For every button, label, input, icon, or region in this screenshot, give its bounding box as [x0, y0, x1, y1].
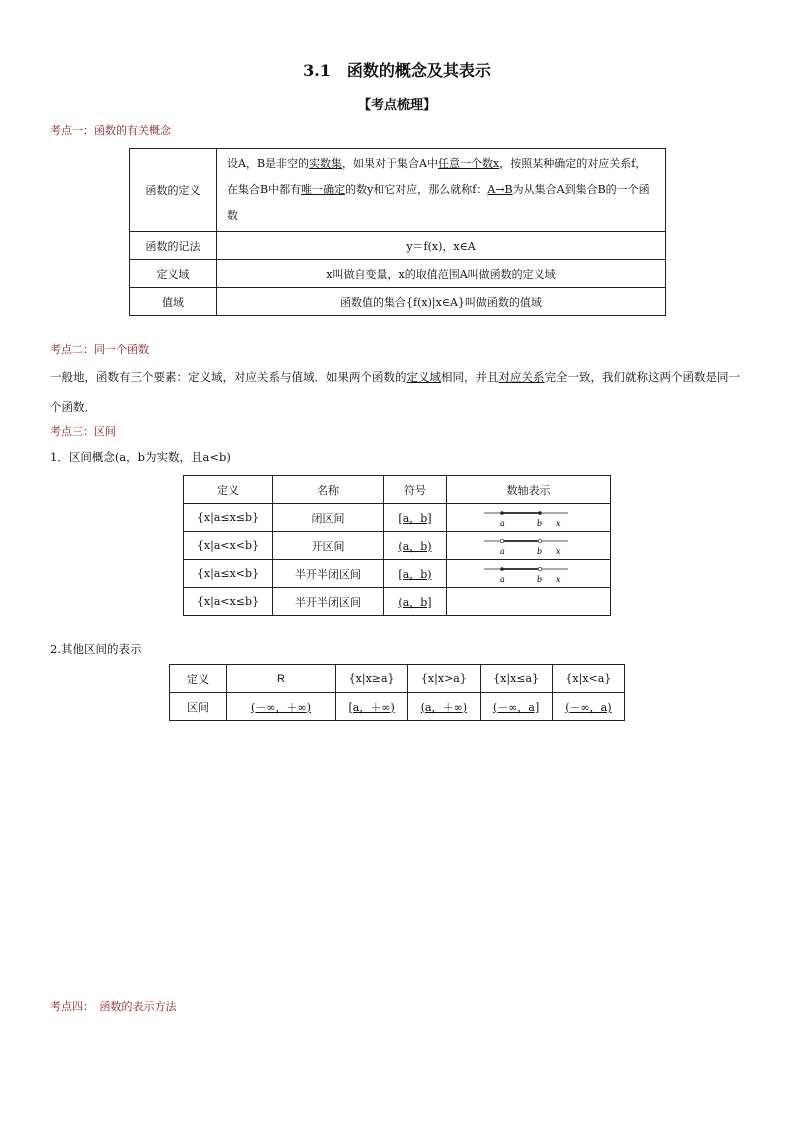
header-name: 名称	[273, 476, 384, 504]
domain-value: x叫做自变量，x的取值范围A叫做函数的定义域	[217, 260, 666, 288]
svg-text:b: b	[536, 574, 542, 584]
section1-label: 考点一：函数的有关概念	[50, 124, 171, 137]
header-number-line: 数轴表示	[447, 476, 611, 504]
svg-text:x: x	[555, 574, 561, 584]
label-domain: 定义域	[130, 260, 217, 288]
number-line-half-open	[447, 560, 611, 588]
interval-concept-heading: 1．区间概念(a，b为实数，且a<b)	[50, 450, 231, 464]
page-title: 3.1 函数的概念及其表示	[303, 61, 491, 80]
interval-name: 开区间	[273, 532, 384, 560]
table-row	[184, 532, 611, 560]
interval-symbol: (a，b]	[384, 588, 447, 616]
interval-symbol: (a，b)	[384, 532, 447, 560]
section4-label: 考点四： 函数的表示方法	[50, 1000, 177, 1013]
interval-definition: {x|a≤x≤b}	[184, 504, 273, 532]
number-line-open	[447, 532, 611, 560]
section-heading: 【考点梳理】	[357, 98, 436, 113]
number-line-closed	[447, 504, 611, 532]
label-range: 值域	[130, 288, 217, 316]
interval-cell: [a，＋∞)	[336, 693, 408, 721]
function-definition-text: 设A，B是非空的实数集，如果对于集合A中任意一个数x，按照某种确定的对应关系f，在集合B中都有唯一确定的数y和它对应，那么就称f：A→B为从集合A到集合B的一个函数	[217, 149, 666, 232]
function-notation-value: y＝f(x)，x∈A	[217, 232, 666, 260]
interval-name: 半开半闭区间	[273, 560, 384, 588]
svg-text:a: a	[499, 574, 505, 584]
number-line-empty	[447, 588, 611, 616]
def-cell: {x|x>a}	[408, 665, 480, 693]
interval-name: 半开半闭区间	[273, 588, 384, 616]
interval-concept-table	[183, 475, 611, 616]
section2-label: 考点二：同一个函数	[50, 343, 149, 356]
interval-cell: (－∞，a)	[552, 693, 624, 721]
def-cell: {x|x<a}	[552, 665, 624, 693]
svg-text:x: x	[555, 546, 561, 556]
interval-name: 闭区间	[273, 504, 384, 532]
row-label-interval: 区间	[170, 693, 227, 721]
svg-text:b: b	[536, 546, 542, 556]
table-row	[184, 560, 611, 588]
interval-definition: {x|a≤x<b}	[184, 560, 273, 588]
interval-symbol: [a，b]	[384, 504, 447, 532]
svg-text:a: a	[499, 518, 505, 528]
interval-definition: {x|a<x≤b}	[184, 588, 273, 616]
label-function-definition: 函数的定义	[130, 149, 217, 232]
interval-cell: (a，＋∞)	[408, 693, 480, 721]
other-intervals-table	[169, 664, 625, 721]
header-symbol: 符号	[384, 476, 447, 504]
same-function-paragraph: 一般地，函数有三个要素：定义域，对应关系与值域．如果两个函数的定义域相同，并且对应关系完全一致，我们就称这两个函数是同一个函数．	[50, 370, 740, 414]
svg-text:a: a	[499, 546, 505, 556]
table-row	[184, 588, 611, 616]
def-cell: {x|x≥a}	[336, 665, 408, 693]
def-cell: {x|x≤a}	[480, 665, 552, 693]
header-definition: 定义	[184, 476, 273, 504]
def-cell: R	[227, 665, 336, 693]
svg-text:b: b	[536, 518, 542, 528]
label-function-notation: 函数的记法	[130, 232, 217, 260]
section3-label: 考点三：区间	[50, 425, 116, 438]
table-row	[184, 504, 611, 532]
interval-symbol: [a，b)	[384, 560, 447, 588]
function-concept-table	[129, 148, 666, 316]
range-value: 函数值的集合{f(x)|x∈A}叫做函数的值域	[217, 288, 666, 316]
row-label-definition: 定义	[170, 665, 227, 693]
interval-definition: {x|a<x<b}	[184, 532, 273, 560]
interval-cell: (－∞，＋∞)	[227, 693, 336, 721]
interval-cell: (－∞，a]	[480, 693, 552, 721]
other-intervals-heading: 2.其他区间的表示	[50, 642, 142, 656]
svg-text:x: x	[555, 518, 561, 528]
